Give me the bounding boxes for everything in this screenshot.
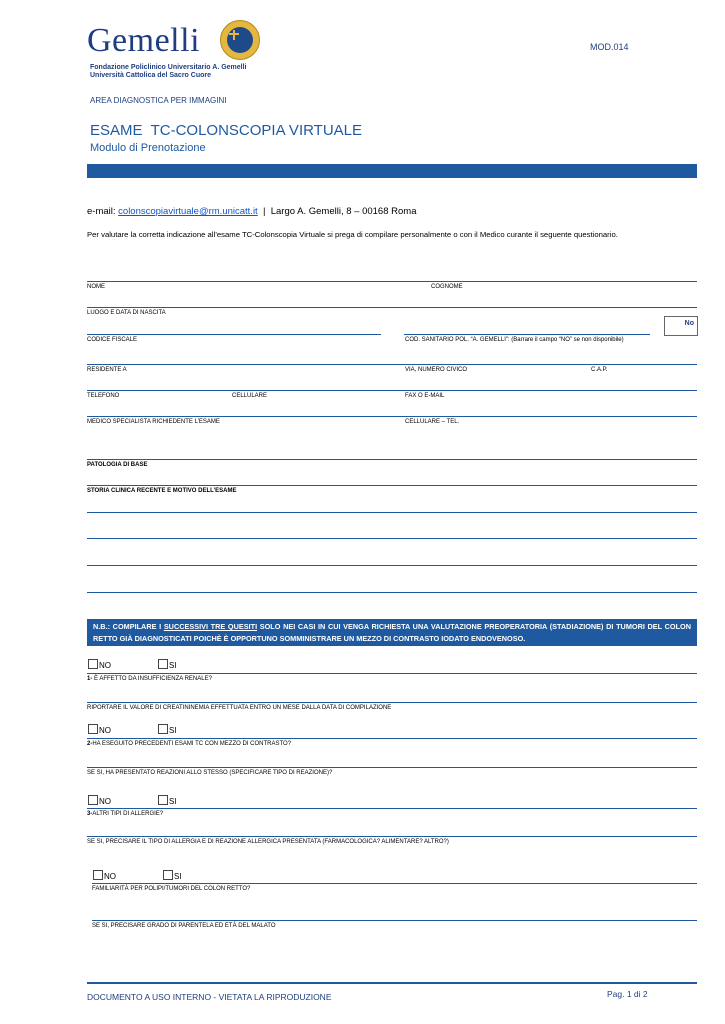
email-link[interactable]: colonscopiavirtuale@rm.unicatt.it — [118, 206, 258, 217]
checkbox-icon — [158, 659, 168, 669]
q1-follow: RIPORTARE IL VALORE DI CREATININEMIA EFFETTUATA ENTRO UN MESE DALLA DATA DI COMPILAZIONE — [87, 705, 392, 711]
intro-text: Per valutare la corretta indicazione all’esame TC-Colonscopia Virtuale si prega di compilare personalmente o con il Medico curante il seguente questionario. — [87, 230, 618, 239]
foundation-line-2: Università Cattolica del Sacro Cuore — [90, 72, 211, 79]
nb-notice — [87, 619, 697, 646]
residente-label: RESIDENTE A — [87, 367, 127, 373]
area-label: AREA DIAGNOSTICA PER IMMAGINI — [90, 96, 227, 105]
field-line — [87, 281, 697, 282]
field-line — [404, 334, 650, 335]
module-code: MOD.014 — [590, 42, 629, 52]
field-line — [87, 738, 697, 739]
checkbox-icon — [158, 724, 168, 734]
nb-prefix: N.B.: COMPILARE I — [93, 622, 164, 631]
q3-si-checkbox[interactable]: SI — [158, 795, 177, 806]
cellulare-label: CELLULARE — [232, 393, 268, 399]
fax-email-label: FAX O E-MAIL — [405, 393, 445, 399]
field-line — [87, 592, 697, 593]
luogo-data-label: LUOGO E DATA DI NASCITA — [87, 310, 166, 316]
field-line — [92, 920, 697, 921]
page-subtitle: Modulo di Prenotazione — [90, 142, 206, 154]
q4-follow: SE SI, PRECISARE GRADO DI PARENTELA ED ETÀ DEL MALATO — [92, 923, 276, 929]
field-line — [87, 702, 697, 703]
cap-label: C.A.P. — [591, 367, 608, 373]
page-title: ESAME TC-COLONSCOPIA VIRTUALE — [90, 122, 363, 139]
nb-underlined: SUCCESSIVI TRE QUESITI — [163, 622, 258, 631]
address: | Largo A. Gemelli, 8 – 00168 Roma — [257, 206, 417, 217]
field-line — [92, 883, 697, 884]
nb-rest: SOLO NEI CASI IN CUI VENGA RICHIESTA UNA VALUTAZIONE PREOPERATORIA (STADIAZIONE) DI TUMORI DEL COLON RETTO GIÀ DIAGNOSTICATI POICHÈ È OPPORTUNO SOMMINISTRARE UN MEZZO DI CONTRASTO IODATO ENDOVENOSO. — [93, 622, 691, 643]
nome-label: NOME — [87, 284, 105, 290]
q1-no-checkbox[interactable]: NO — [88, 659, 111, 670]
no-checkbox[interactable]: No — [664, 316, 698, 336]
checkbox-icon — [88, 724, 98, 734]
q2-no-checkbox[interactable]: NO — [88, 724, 111, 735]
field-line — [87, 512, 697, 513]
codice-fiscale-label: CODICE FISCALE — [87, 337, 138, 343]
checkbox-icon — [88, 795, 98, 805]
field-line — [87, 767, 697, 768]
field-line — [87, 459, 697, 460]
footer-divider — [87, 982, 697, 984]
medico-label: MEDICO SPECIALISTA RICHIEDENTE L’ESAME — [87, 419, 220, 425]
cognome-label: COGNOME — [431, 284, 463, 290]
field-line — [87, 485, 697, 486]
field-line — [87, 364, 697, 365]
field-line — [87, 565, 697, 566]
field-line — [87, 307, 697, 308]
cellulare-tel-label: CELLULARE – TEL. — [405, 419, 460, 425]
university-seal-icon — [220, 20, 260, 60]
q3-follow: SE SI, PRECISARE IL TIPO DI ALLERGIA E DI REAZIONE ALLERGICA PRESENTATA (FARMACOLOGICA? ALIMENTARE? ALTRO?) — [87, 839, 449, 845]
checkbox-icon — [88, 659, 98, 669]
checkbox-icon — [93, 870, 103, 880]
q3-no-checkbox[interactable]: NO — [88, 795, 111, 806]
q4-text: FAMILIARITÀ PER POLIPI/TUMORI DEL COLON RETTO? — [92, 886, 251, 892]
field-line — [87, 836, 697, 837]
field-line — [87, 334, 381, 335]
q2-text: 2-HA ESEGUITO PRECEDENTI ESAMI TC CON MEZZO DI CONTRASTO? — [87, 741, 292, 747]
patologia-label: PATOLOGIA DI BASE — [87, 462, 148, 468]
q1-si-checkbox[interactable]: SI — [158, 659, 177, 670]
field-line — [87, 390, 697, 391]
checkbox-icon — [163, 870, 173, 880]
cod-sanitario-label: COD. SANITARIO POL. “A. GEMELLI”: (Barrare il campo “NO” se non disponibile) — [405, 337, 624, 343]
field-line — [87, 673, 697, 674]
telefono-label: TELEFONO — [87, 393, 120, 399]
email-prefix: e-mail: — [87, 206, 119, 217]
q2-si-checkbox[interactable]: SI — [158, 724, 177, 735]
field-line — [87, 416, 697, 417]
q4-no-checkbox[interactable]: NO — [93, 870, 116, 881]
q4-si-checkbox[interactable]: SI — [163, 870, 182, 881]
storia-label: STORIA CLINICA RECENTE E MOTIVO DELL’ESAME — [87, 488, 237, 494]
header-divider-bar — [87, 164, 697, 178]
checkbox-icon — [158, 795, 168, 805]
field-line — [87, 808, 697, 809]
q1-text: 1- È AFFETTO DA INSUFFICIENZA RENALE? — [87, 676, 212, 682]
q3-text: 3-ALTRI TIPI DI ALLERGIE? — [87, 811, 164, 817]
foundation-name — [90, 64, 247, 80]
page-number: Pag. 1 di 2 — [607, 989, 648, 999]
via-label: VIA, NUMERO CIVICO — [405, 367, 468, 373]
field-line — [87, 538, 697, 539]
q2-follow: SE SI, HA PRESENTATO REAZIONI ALLO STESSO (SPECIFICARE TIPO DI REAZIONE)? — [87, 770, 333, 776]
foundation-line-1: Fondazione Policlinico Universitario A. Gemelli — [90, 64, 247, 71]
footer-text: DOCUMENTO A USO INTERNO - VIETATA LA RIPRODUZIONE — [87, 992, 332, 1002]
contact-line — [87, 206, 416, 217]
gemelli-logo: Gemelli — [87, 22, 201, 59]
